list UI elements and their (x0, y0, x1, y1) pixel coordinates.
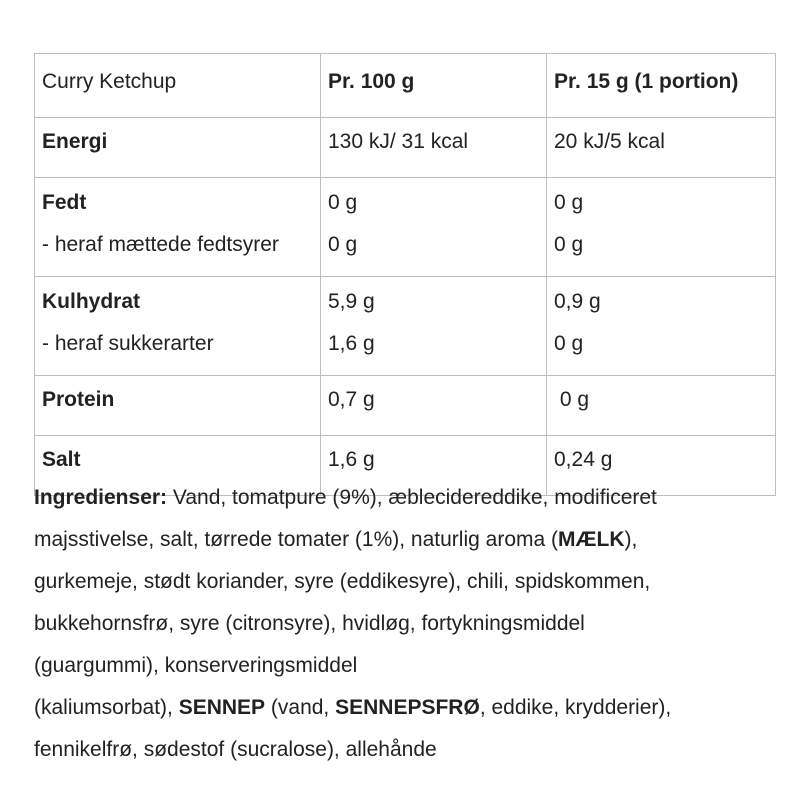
allergen-sennepsfro: SENNEPSFRØ (335, 696, 480, 719)
table-header-row (35, 54, 776, 118)
product-name: Curry Ketchup (35, 54, 321, 118)
kulhydrat-per-portion: 0,9 g (554, 290, 601, 313)
row-label-energi: Energi (35, 118, 321, 178)
table-row-energi (35, 118, 776, 178)
row-label-kulhydrat: Kulhydrat (42, 290, 141, 313)
fedt-label-cell (35, 178, 321, 277)
ingredients-text (34, 477, 779, 771)
ingredients-text-part: majsstivelse, salt, tørrede tomater (1%), naturlig aroma ( (34, 528, 558, 551)
ingredients-text-part: (vand, (265, 696, 336, 719)
fedt-per-100g: 0 g (328, 191, 358, 214)
energi-per-100g: 130 kJ/ 31 kcal (321, 118, 547, 178)
sukkerarter-per-portion: 0 g (554, 332, 584, 355)
nutrition-table (34, 53, 776, 496)
sukkerarter-per-100g: 1,6 g (328, 332, 375, 355)
ingredients-text-part: (kaliumsorbat), (34, 696, 179, 719)
ingredients-line (34, 519, 779, 561)
kulhydrat-label-cell (35, 277, 321, 376)
column-header-per-100g: Pr. 100 g (321, 54, 547, 118)
maettede-fedtsyrer-per-100g: 0 g (328, 233, 358, 256)
kulhydrat-per-portion-cell (547, 277, 776, 376)
ingredients-line: gurkemeje, stødt koriander, syre (eddikesyre), chili, spidskommen, (34, 570, 651, 593)
allergen-sennep: SENNEP (178, 696, 266, 719)
ingredients-line: (guargummi), konserveringsmiddel (34, 654, 358, 677)
energi-per-portion: 20 kJ/5 kcal (547, 118, 776, 178)
table-row-fedt (35, 178, 776, 277)
ingredients-line (34, 477, 779, 519)
row-label-salt: Salt (35, 436, 321, 496)
fedt-per-portion: 0 g (554, 191, 584, 214)
protein-per-100g: 0,7 g (321, 376, 547, 436)
ingredients-line (34, 687, 779, 729)
row-label-protein: Protein (35, 376, 321, 436)
table-row-protein (35, 376, 776, 436)
table-row-kulhydrat (35, 277, 776, 376)
ingredients-text-part: Vand, tomatpure (9%), æblecidereddike, modificeret (167, 486, 657, 509)
kulhydrat-per-100g-cell (321, 277, 547, 376)
row-label-fedt: Fedt (42, 191, 87, 214)
protein-per-portion: 0 g (547, 376, 776, 436)
ingredients-text-part: ), (624, 528, 638, 551)
fedt-per-portion-cell (547, 178, 776, 277)
allergen-maelk: MÆLK (558, 528, 625, 551)
row-label-sukkerarter: - heraf sukkerarter (42, 332, 214, 355)
salt-per-portion: 0,24 g (547, 436, 776, 496)
ingredients-text-part: , eddike, krydderier), (479, 696, 672, 719)
ingredients-line: bukkehornsfrø, syre (citronsyre), hvidløg, fortykningsmiddel (34, 612, 585, 635)
salt-per-100g: 1,6 g (321, 436, 547, 496)
maettede-fedtsyrer-per-portion: 0 g (554, 233, 584, 256)
row-label-maettede-fedtsyrer: - heraf mættede fedtsyrer (42, 233, 279, 256)
ingredients-heading: Ingredienser: (34, 486, 168, 509)
fedt-per-100g-cell (321, 178, 547, 277)
ingredients-line: fennikelfrø, sødestof (sucralose), allehånde (34, 738, 437, 761)
column-header-per-portion: Pr. 15 g (1 portion) (547, 54, 776, 118)
kulhydrat-per-100g: 5,9 g (328, 290, 375, 313)
